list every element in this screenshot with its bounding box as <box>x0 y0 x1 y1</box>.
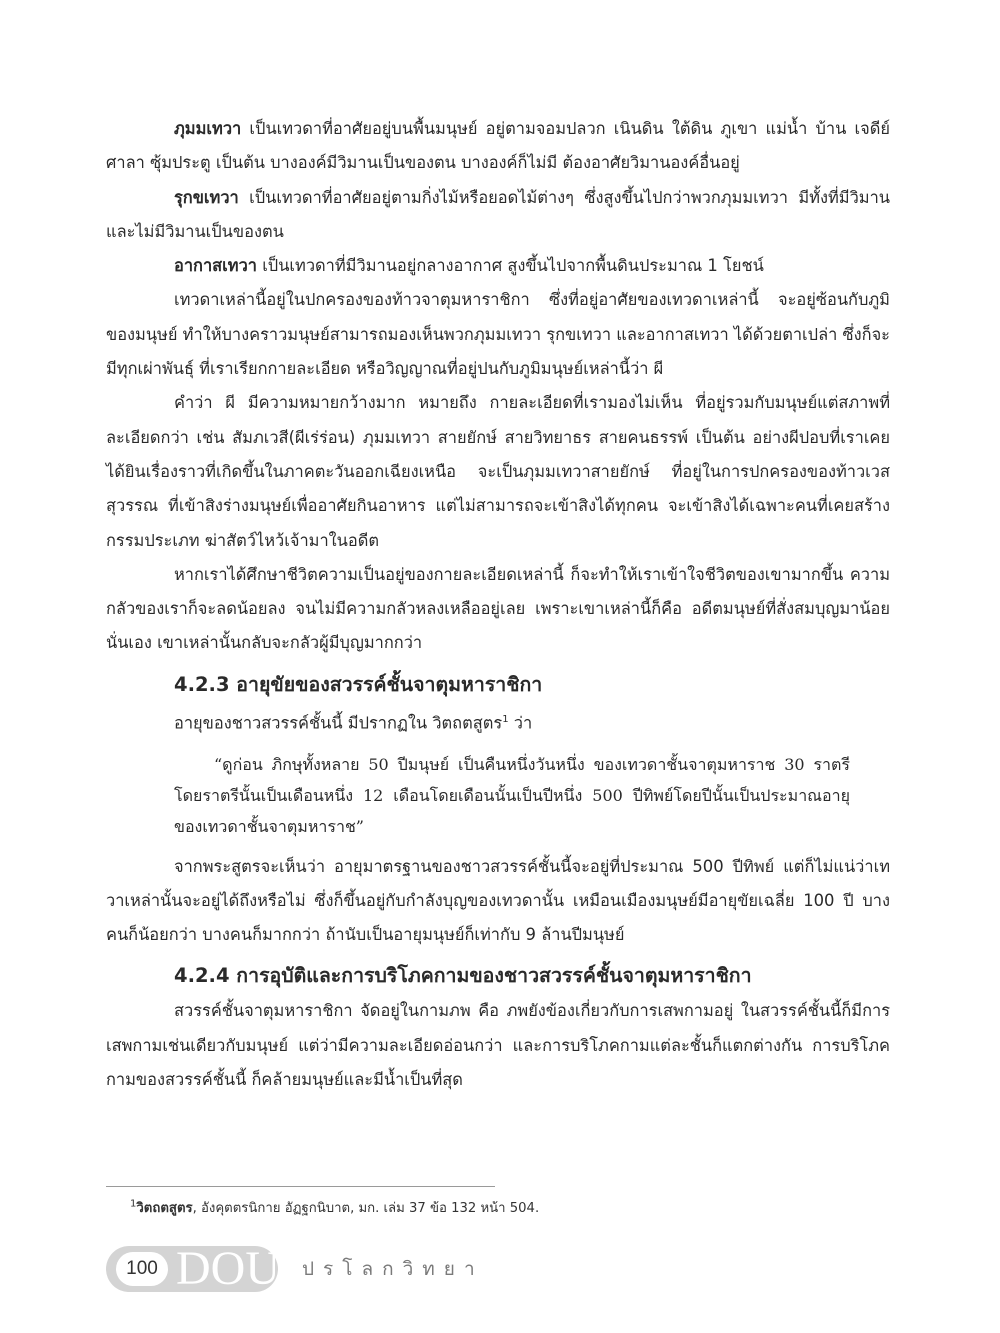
paragraph-study: หากเราได้ศึกษาชีวิตความเป็นอยู่ของกายละเอียดเหล่านี้ ก็จะทำให้เราเข้าใจชีวิตของเขามากขึ้น ความกลัวของเราก็จะลดน้อยลง จนไม่มีความกลัวหลงเหลืออยู่เลย เพราะเขาเหล่านี้ก็คือ อดีตมนุษย์ที่สั่งสมบุญมาน้อยนั่นเอง เขาเหล่านั้นกลับจะกลัวผู้มีบุญมากกว่า <box>106 564 890 653</box>
paragraph-akasa <box>106 249 890 283</box>
book-title: ปรโลกวิทยา <box>302 1258 484 1280</box>
paragraph-govern: เทวดาเหล่านี้อยู่ในปกครองของท้าวจาตุมหาราชิกา ซึ่งที่อยู่อาศัยของเทวดาเหล่านี้ จะอยู่ซ้อนกับภูมิของมนุษย์ ทำให้บางคราวมนุษย์สามารถมองเห็นพวกภุมมเทวา รุกขเทวา และอากาสเทวา ได้ด้วยตาเปล่า ซึ่งก็จะมีทุกเผ่าพันธุ์ ที่เราเรียกกายละเอียด หรือวิญญาณที่อยู่ปนกับภูมิมนุษย์เหล่านี้ว่า ผี <box>106 290 890 379</box>
paragraph-text: เป็นเทวดาที่อาศัยอยู่ตามกิ่งไม้หรือยอดไม้ต่างๆ ซึ่งสูงขึ้นไปกว่าพวกภุมมเทวา มีทั้งที่มีวิมานและไม่มีวิมานเป็นของตน <box>106 187 890 241</box>
page-body <box>106 112 890 1097</box>
paragraph-bhumma <box>106 112 890 181</box>
footnote <box>130 1197 539 1218</box>
footnote-ref: 1 <box>502 713 509 725</box>
paragraph-rukkha <box>106 181 890 250</box>
footer-badge <box>106 1242 280 1295</box>
section-heading-423: 4.2.3 อายุขัยของสวรรค์ชั้นจาตุมหาราชิกา <box>174 672 543 696</box>
page-footer <box>106 1242 586 1295</box>
term-bhumma: ภุมมเทวา <box>174 119 242 138</box>
paragraph-text: เป็นเทวดาที่มีวิมานอยู่กลางอากาศ สูงขึ้นไปจากพื้นดินประมาณ 1 โยชน์ <box>257 256 764 276</box>
section-424-text: สวรรค์ชั้นจาตุมหาราชิกา จัดอยู่ในกามภพ คือ ภพยังข้องเกี่ยวกับการเสพกามอยู่ ในสวรรค์ชั้นนี้ก็มีการเสพกามเช่นเดียวกับมนุษย์ แต่ว่ามีความละเอียดอ่อนกว่า และการบริโภคกามแต่ละชั้นก็แตกต่างกัน การบริโภคกามของสวรรค์ชั้นนี้ ก็คล้ายมนุษย์และมีน้ำเป็นที่สุด <box>106 1001 890 1089</box>
footnote-text: , อังคุตตรนิกาย อัฏฐกนิบาต, มก. เล่ม 37 ข้อ 132 หน้า 504. <box>192 1201 540 1216</box>
sutta-quote: “ดูก่อน ภิกษุทั้งหลาย 50 ปีมนุษย์ เป็นคืนหนึ่งวันหนึ่ง ของเทวดาชั้นจาตุมหาราช 30 ราตรีโดยราตรีนั้นเป็นเดือนหนึ่ง 12 เดือนโดยเดือนนั้นเป็นปีหนึ่ง 500 ปีทิพย์โดยปีนั้นเป็นประมาณอายุของเทวดาชั้นจาตุมหาราช” <box>174 754 850 836</box>
footnote-divider <box>106 1186 495 1187</box>
section-423-after: จากพระสูตรจะเห็นว่า อายุมาตรฐานของชาวสวรรค์ชั้นนี้จะอยู่ที่ประมาณ 500 ปีทิพย์ แต่ก็ไม่แน่ว่าเทวาเหล่านั้นจะอยู่ได้ถึงหรือไม่ ซึ่งก็ขึ้นอยู่กับกำลังบุญของเทวดานั้น เหมือนเมืองมนุษย์มีอายุขัยเฉลี่ย 100 ปี บางคนก็น้อยกว่า บางคนก็มากกว่า ถ้านับเป็นอายุมนุษย์ก็เท่ากับ 9 ล้านปีมนุษย์ <box>106 856 890 945</box>
footnote-title: วิตถตสูตร <box>136 1201 193 1216</box>
term-rukkha: รุกขเทวา <box>174 187 239 207</box>
term-akasa: อากาสเทวา <box>174 256 257 276</box>
paragraph-phi: คำว่า ผี มีความหมายกว้างมาก หมายถึง กายละเอียดที่เรามองไม่เห็น ที่อยู่รวมกับมนุษย์แต่สภาพที่ละเอียดกว่า เช่น สัมภเวสี(ผีเร่ร่อน) ภุมมเทวา สายยักษ์ สายวิทยาธร สายคนธรรพ์ เป็นต้น อย่างผีปอบที่เราเคยได้ยินเรื่องราวที่เกิดขึ้นในภาคตะวันออกเฉียงเหนือ จะเป็นภุมมเทวาสายยักษ์ ที่อยู่ในการปกครองของท้าวเวสสุวรรณ ที่เข้าสิงร่างมนุษย์เพื่ออาศัยกินอาหาร แต่ไม่สามารถจะเข้าสิงได้ทุกคน จะเข้าสิงได้เฉพาะคนที่เคยสร้างกรรมประเภท ฆ่าสัตว์ไหว้เจ้ามาในอดีต <box>106 393 890 550</box>
intro-text: อายุของชาวสวรรค์ชั้นนี้ มีปรากฏใน วิตถตสูตร <box>174 713 503 733</box>
section-423-intro <box>106 703 890 741</box>
section-heading-424: 4.2.4 การอุบัติและการบริโภคกามของชาวสวรรค์ชั้นจาตุมหาราชิกา <box>174 964 752 988</box>
footnote-mark: 1 <box>130 1198 137 1210</box>
intro-text-end: ว่า <box>508 713 533 733</box>
dou-logo: DOU <box>176 1242 280 1295</box>
paragraph-text: เป็นเทวดาที่อาศัยอยู่บนพื้นมนุษย์ อยู่ตามจอมปลวก เนินดิน ใต้ดิน ภูเขา แม่น้ำ บ้าน เจดีย์ ศาลา ซุ้มประตู เป็นต้น บางองค์มีวิมานเป็นของตน บางองค์ก็ไม่มี ต้องอาศัยวิมานองค์อื่นอยู่ <box>106 119 890 173</box>
page-number: 100 <box>116 1252 168 1286</box>
